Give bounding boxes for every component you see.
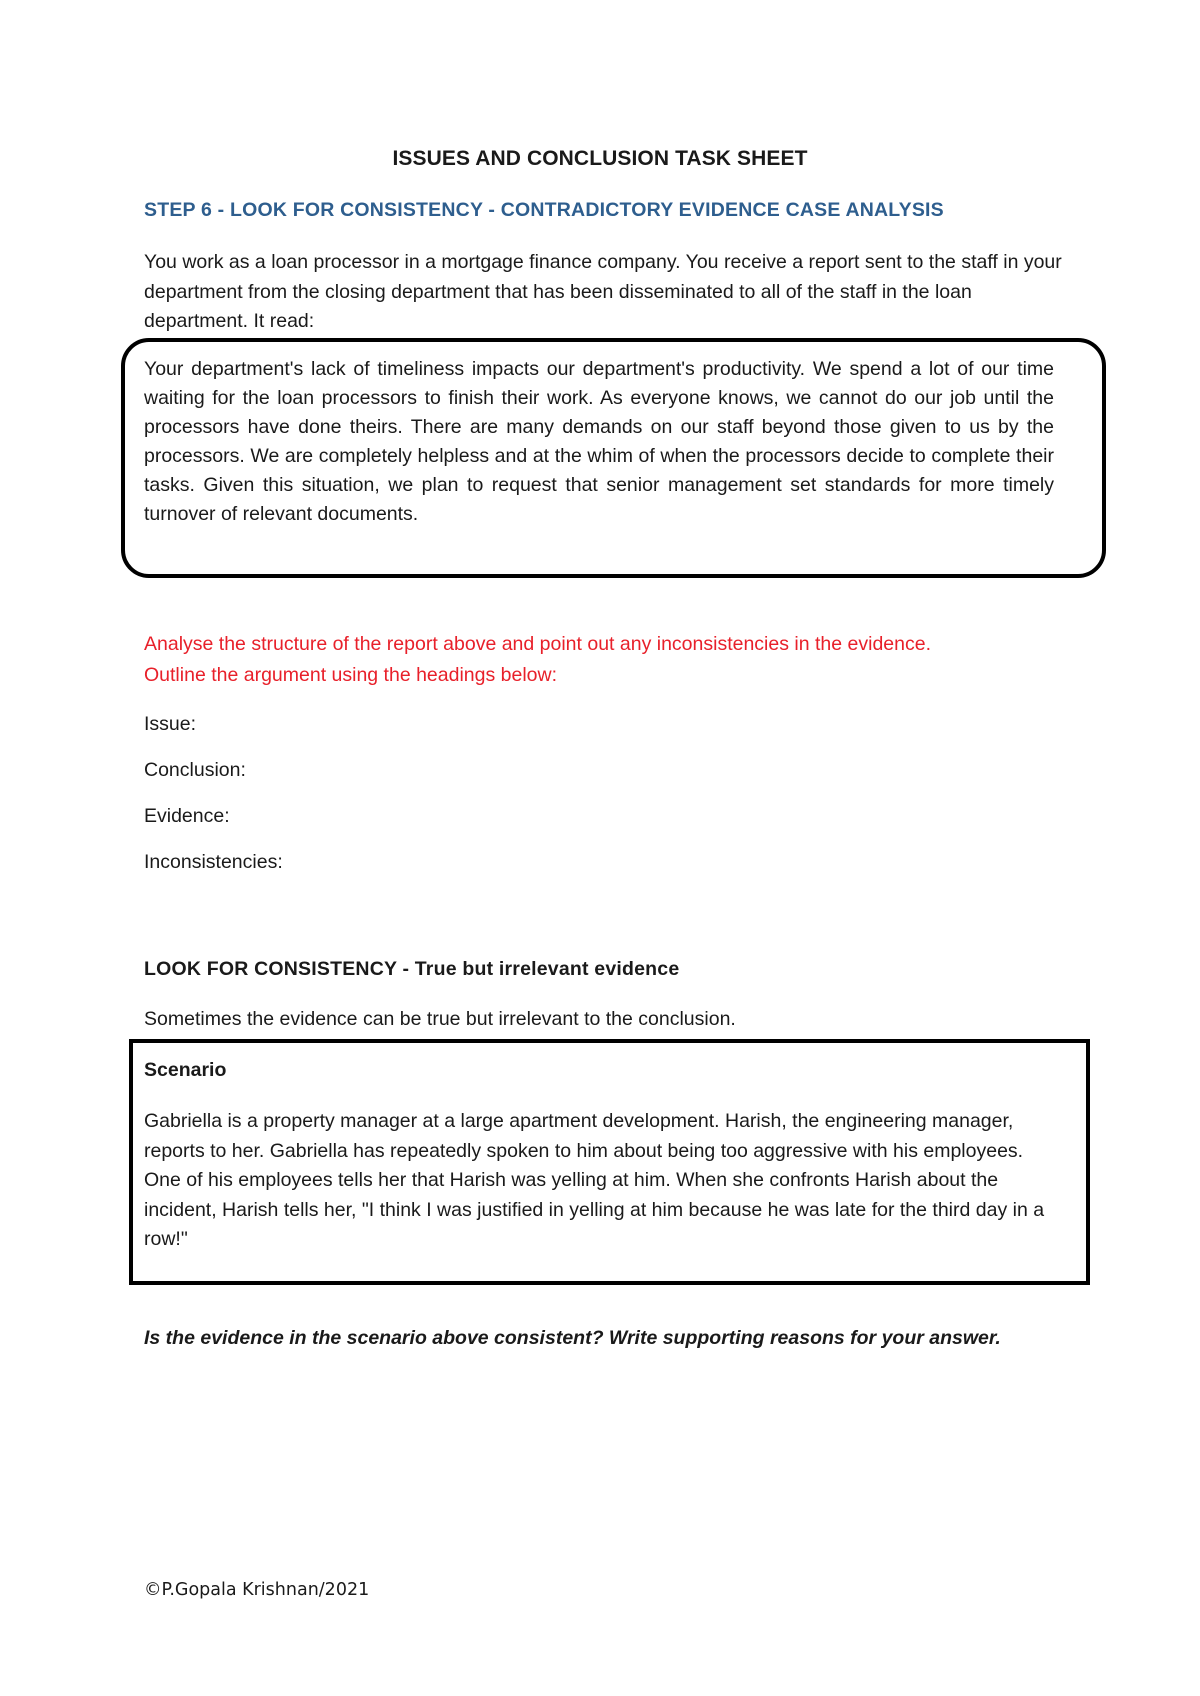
scenario-title: Scenario	[144, 1059, 227, 1081]
section-intro: Sometimes the evidence can be true but irrelevant to the conclusion.	[144, 1008, 736, 1030]
outline-heading-issue: Issue:	[144, 713, 197, 735]
intro-paragraph: You work as a loan processor in a mortgage finance company. You receive a report sent to the staff in your department from the closing department that has been disseminated to all of the staff in the loan department. It read:	[144, 251, 1062, 332]
report-quote-text: Your department's lack of timeliness impacts our department's productivity. We spend a lot of our time waiting for the loan processors to finish their work. As everyone knows, we cannot do our job until the processors have done theirs. There are many demands on our staff beyond those given to us by the processors. We are completely helpless and at the whim of when the processors decide to complete their tasks. Given this situation, we plan to request that senior management set standards for more timely turnover of relevant documents.	[144, 358, 1054, 525]
scenario-text: Gabriella is a property manager at a large apartment development. Harish, the engineering manager, reports to her. Gabriella has repeatedly spoken to him about being too aggressive with his employees. One of his employees tells her that Harish was yelling at him. When she confronts Harish about the incident, Harish tells her, "I think I was justified in yelling at him because he was late for the third day in a row!"	[144, 1110, 1045, 1250]
instructions-line-2: Outline the argument using the headings below:	[144, 664, 558, 686]
instructions-line-1: Analyse the structure of the report above and point out any inconsistencies in the evidence.	[144, 633, 931, 655]
section-heading-irrelevant-evidence: LOOK FOR CONSISTENCY - True but irrelevant evidence	[144, 958, 680, 980]
page-title: ISSUES AND CONCLUSION TASK SHEET	[392, 147, 808, 170]
analysis-instructions	[144, 629, 1064, 691]
outline-heading-conclusion: Conclusion:	[144, 759, 246, 781]
copyright-footer: ©P.Gopala Krishnan/2021	[144, 1580, 370, 1600]
step-heading: STEP 6 - LOOK FOR CONSISTENCY - CONTRADICTORY EVIDENCE CASE ANALYSIS	[144, 199, 944, 221]
scenario-question: Is the evidence in the scenario above consistent? Write supporting reasons for your answer.	[144, 1327, 1001, 1349]
outline-heading-evidence: Evidence:	[144, 805, 230, 827]
outline-heading-inconsistencies: Inconsistencies:	[144, 851, 283, 873]
